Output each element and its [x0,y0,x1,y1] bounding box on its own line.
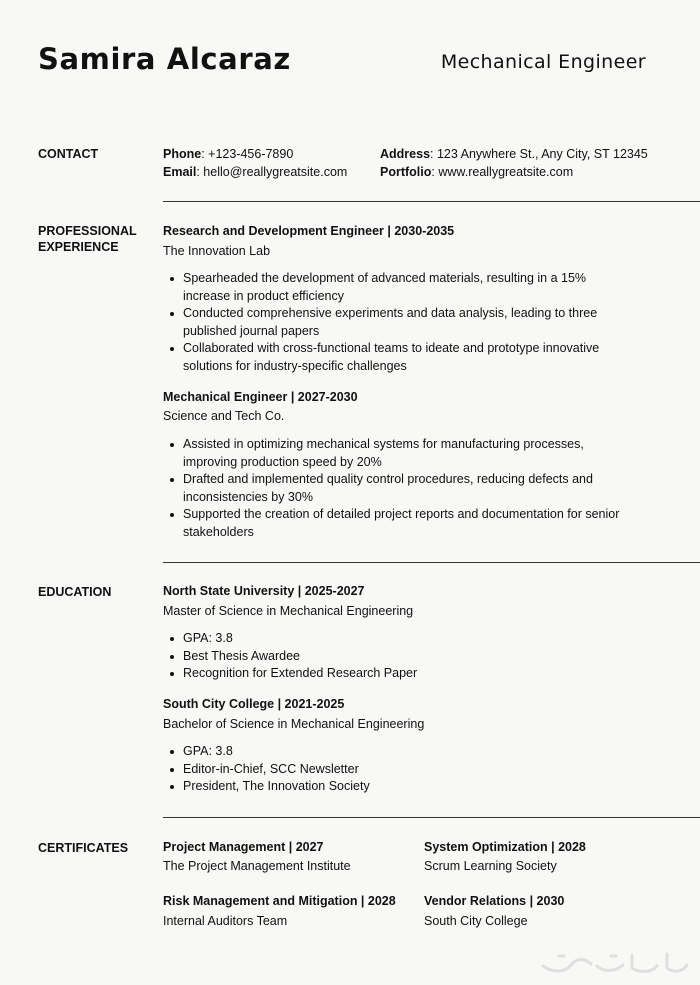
address-line [380,145,648,163]
divider-contact [163,201,700,202]
arabic-watermark-logo-icon [535,946,693,976]
job-2-title: Mechanical Engineer | 2027-2030 [163,390,358,404]
school-2-bullets [163,743,635,796]
education-heading: EDUCATION [38,585,112,599]
portfolio-line [380,163,573,181]
certificate-3-title: Risk Management and Mitigation | 2028 [163,894,396,908]
experience-heading-line1: PROFESSIONAL [38,224,137,238]
job-2-company: Science and Tech Co. [163,409,285,423]
list-item: Drafted and implemented quality control procedures, reducing defects and inconsistencies by 30% [163,471,635,506]
portfolio-value: : www.reallygreatsite.com [431,165,574,179]
school-1-bullets [163,630,635,683]
list-item: Best Thesis Awardee [163,648,635,666]
candidate-name: Samira Alcaraz [38,42,291,76]
certificates-heading: CERTIFICATES [38,841,129,855]
address-value: : 123 Anywhere St., Any City, ST 12345 [430,147,648,161]
contact-heading: CONTACT [38,147,99,161]
list-item: Supported the creation of detailed project reports and documentation for senior stakeholders [163,506,635,541]
list-item: Collaborated with cross-functional teams to ideate and prototype innovative solutions for industry-specific challenges [163,340,635,375]
address-label: Address [380,147,431,161]
portfolio-label: Portfolio [380,165,432,179]
list-item: Recognition for Extended Research Paper [163,665,635,683]
list-item: GPA: 3.8 [163,630,635,648]
email-label: Email [163,165,197,179]
list-item: Conducted comprehensive experiments and data analysis, leading to three published journal papers [163,305,635,340]
list-item: Spearheaded the development of advanced materials, resulting in a 15% increase in product efficiency [163,270,635,305]
certificate-2-title: System Optimization | 2028 [424,840,586,854]
list-item: President, The Innovation Society [163,778,635,796]
job-1-bullets [163,270,635,376]
phone-value: : +123-456-7890 [201,147,294,161]
certificate-2-issuer: Scrum Learning Society [424,859,557,873]
job-role: Mechanical Engineer [440,51,646,73]
certificate-4-title: Vendor Relations | 2030 [424,894,565,908]
divider-experience [163,562,700,563]
certificate-3-issuer: Internal Auditors Team [163,914,288,928]
job-1-company: The Innovation Lab [163,244,271,258]
school-1-title: North State University | 2025-2027 [163,584,365,598]
certificate-1-title: Project Management | 2027 [163,840,324,854]
experience-heading-line2: EXPERIENCE [38,240,119,254]
email-line [163,163,347,181]
divider-education [163,817,700,818]
experience-heading [38,223,137,255]
job-1-title: Research and Development Engineer | 2030-2035 [163,224,455,238]
school-2-degree: Bachelor of Science in Mechanical Engineering [163,717,425,731]
list-item: GPA: 3.8 [163,743,635,761]
list-item: Editor-in-Chief, SCC Newsletter [163,761,635,779]
certificate-4-issuer: South City College [424,914,528,928]
email-value: : hello@reallygreatsite.com [196,165,348,179]
phone-line [163,145,293,163]
phone-label: Phone [163,147,202,161]
school-1-degree: Master of Science in Mechanical Engineering [163,604,414,618]
job-2-bullets [163,436,635,542]
list-item: Assisted in optimizing mechanical systems for manufacturing processes, improving production speed by 20% [163,436,635,471]
certificate-1-issuer: The Project Management Institute [163,859,351,873]
school-2-title: South City College | 2021-2025 [163,697,345,711]
